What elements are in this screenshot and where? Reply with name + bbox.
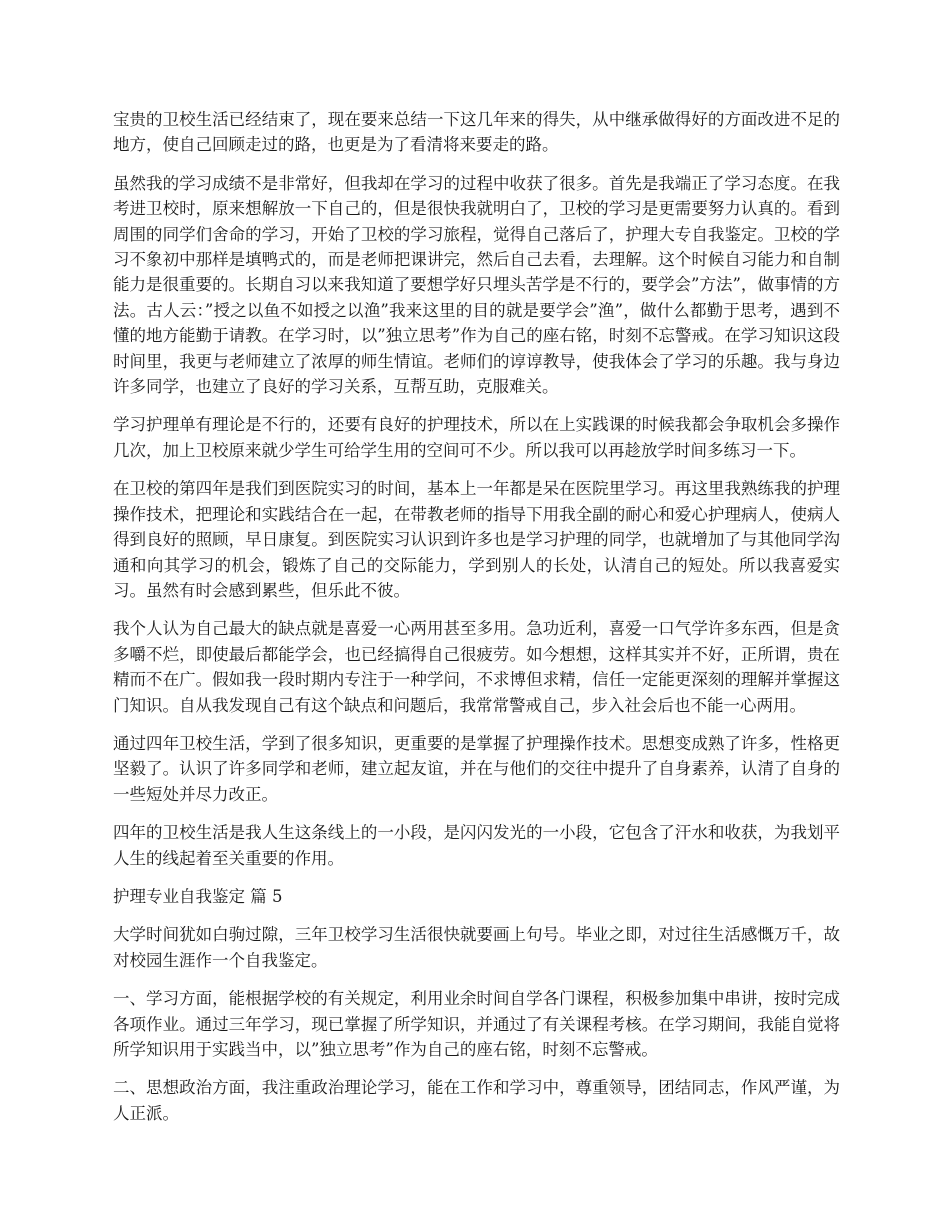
paragraph-nursing-practice: 学习护理单有理论是不行的，还要有良好的护理技术，所以在上实践课的时候我都会争取机会多操作几次，加上卫校原来就少学生可给学生用的空间可不少。所以我可以再趁放学时间多练习一下。 (113, 415, 840, 460)
paragraph-conclusion: 四年的卫校生活是我人生这条线上的一小段，是闪闪发光的一小段，它包含了汗水和收获，为我划平人生的线起着至关重要的作用。 (113, 823, 840, 868)
paragraph-shortcomings: 我个人认为自己最大的缺点就是喜爱一心两用甚至多用。急功近利，喜爱一口气学许多东西，但是贪多嚼不烂，即使最后都能学会，也已经搞得自己很疲劳。如今想想，这样其实并不好，正所谓，贵在精而不在广。假如我一段时期内专注于一种学问，不求博但求精，信任一定能更深刻的理解并掌握这门知识。自从我发现自己有这个缺点和问题后，我常常警戒自己，步入社会后也不能一心两用。 (113, 619, 840, 715)
paragraph-summary: 通过四年卫校生活，学到了很多知识，更重要的是掌握了护理操作技术。思想变成熟了许多，性格更坚毅了。认识了许多同学和老师，建立起友谊，并在与他们的交往中提升了自身素养，认清了自身的一些短处并尽力改正。 (113, 733, 840, 804)
paragraph-study-attitude: 虽然我的学习成绩不是非常好，但我却在学习的过程中收获了很多。首先是我端正了学习态度。在我考进卫校时，原来想解放一下自己的，但是很快我就明白了，卫校的学习是更需要努力认真的。看到周围的同学们舍命的学习，开始了卫校的学习旅程，觉得自己落后了，护理大专自我鉴定。卫校的学习不象初中那样是填鸭式的，而是老师把课讲完，然后自己去看，去理解。这个时候自习能力和自制能力是很重要的。长期自习以来我知道了要想学好只埋头苦学是不行的，要学会”方法”，做事情的方法。古人云：”授之以鱼不如授之以渔”我来这里的目的就是要学会”渔”，做什么都勤于思考，遇到不懂的地方能勤于请教。在学习时，以”独立思考”作为自己的座右铭，时刻不忘警戒。在学习知识这段时间里，我更与老师建立了浓厚的师生情谊。老师们的谆谆教导，使我体会了学习的乐趣。我与身边许多同学，也建立了良好的学习关系，互帮互助，克服难关。 (113, 173, 840, 397)
document-page (113, 107, 840, 1139)
paragraph-intro: 宝贵的卫校生活已经结束了，现在要来总结一下这几年来的得失，从中继承做得好的方面改进不足的地方，使自己回顾走过的路，也更是为了看清将来要走的路。 (113, 110, 840, 155)
paragraph-study-aspect: 一、学习方面，能根据学校的有关规定，利用业余时间自学各门课程，积极参加集中串讲，按时完成各项作业。通过三年学习，现已掌握了所学知识，并通过了有关课程考核。在学习期间，我能自觉将所学知识用于实践当中，以”独立思考”作为自己的座右铭，时刻不忘警戒。 (113, 989, 840, 1059)
section-heading: 护理专业自我鉴定 篇 5 (113, 886, 283, 906)
paragraph-college-intro: 大学时间犹如白驹过隙，三年卫校学习生活很快就要画上句号。毕业之即，对过往生活感慨万千，故对校园生涯作一个自我鉴定。 (113, 925, 840, 970)
paragraph-hospital-internship: 在卫校的第四年是我们到医院实习的时间，基本上一年都是呆在医院里学习。再这里我熟练我的护理操作技术，把理论和实践结合在一起，在带教老师的指导下用我全副的耐心和爱心护理病人，使病人得到良好的照顾，早日康复。到医院实习认识到许多也是学习护理的同学，也就增加了与其他同学沟通和向其学习的机会，锻炼了自己的交际能力，学到别人的长处，认清自己的短处。所以我喜爱实习。虽然有时会感到累些，但乐此不彼。 (113, 479, 840, 600)
paragraph-political-aspect: 二、思想政治方面，我注重政治理论学习，能在工作和学习中，尊重领导，团结同志，作风严谨，为人正派。 (113, 1078, 840, 1123)
